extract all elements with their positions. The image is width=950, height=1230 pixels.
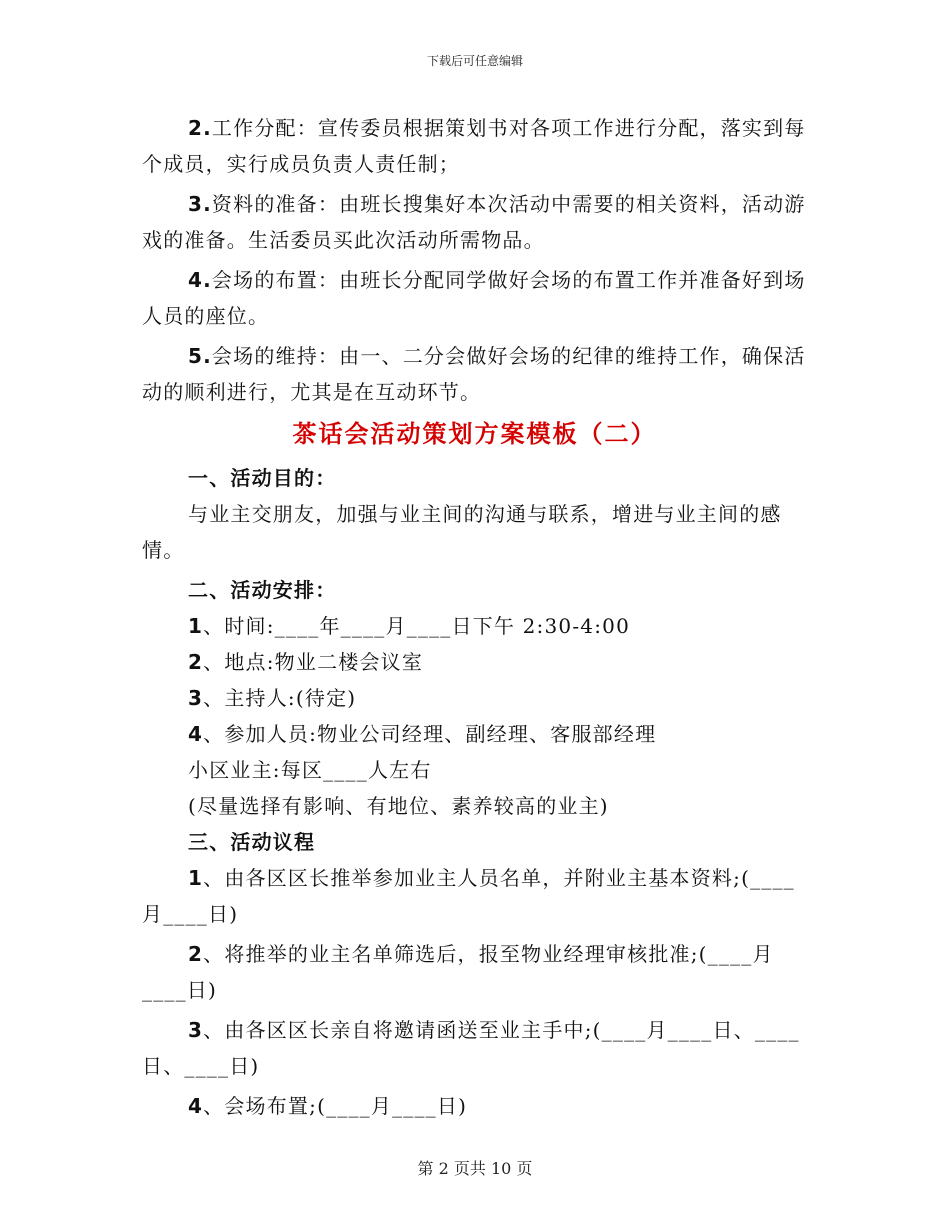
heading-activity-purpose: 一、活动目的： xyxy=(188,466,337,490)
item-number: 5. xyxy=(188,344,212,368)
paragraph-materials xyxy=(142,186,807,258)
item-text: 会场的布置：由班长分配同学做好会场的布置工作并准备好到场人员的座位。 xyxy=(142,268,806,328)
item-text: 、将推举的业主名单筛选后，报至物业经理审核批准;(____月____日) xyxy=(142,942,774,1002)
paragraph-purpose: 与业主交朋友，加强与业主间的沟通与联系，增进与业主间的感情。 xyxy=(142,502,782,562)
item-number: 4. xyxy=(188,268,212,292)
list-item xyxy=(142,716,807,752)
section-title: 茶话会活动策划方案模板（二） xyxy=(292,420,657,448)
document-body xyxy=(142,110,807,1124)
page-header: 下载后可任意编辑 xyxy=(426,54,523,68)
item-text: 会场的维持：由一、二分会做好会场的纪律的维持工作，确保活动的顺利进行，尤其是在互动环节。 xyxy=(142,344,806,404)
item-number: 3 xyxy=(188,686,204,710)
item-number: 4 xyxy=(188,722,204,746)
item-text: 、由各区区长推举参加业主人员名单，并附业主基本资料;(____月____日) xyxy=(142,866,795,926)
item-text: 、会场布置;(____月____日) xyxy=(203,1094,468,1118)
item-number: 1 xyxy=(188,866,204,890)
item-text: 工作分配：宣传委员根据策划书对各项工作进行分配，落实到每个成员，实行成员负责人责任制； xyxy=(142,116,806,176)
list-item xyxy=(142,608,807,644)
list-item xyxy=(142,680,807,716)
item-number: 2 xyxy=(188,650,204,674)
item-text: 、主持人:(待定) xyxy=(203,686,357,710)
list-item-residents: 小区业主:每区____人左右 xyxy=(188,758,432,782)
paragraph-venue-setup xyxy=(142,262,807,334)
heading-activity-arrangement: 二、活动安排： xyxy=(188,578,337,602)
list-item xyxy=(142,936,807,1008)
list-item xyxy=(142,860,807,932)
list-item xyxy=(142,1088,807,1124)
paragraph-work-assignment xyxy=(142,110,807,182)
item-text: 、由各区区长亲自将邀请函送至业主手中;(____月____日、____日、____日) xyxy=(142,1018,800,1078)
list-item xyxy=(142,644,807,680)
page-footer: 第 2 页共 10 页 xyxy=(417,1159,533,1178)
item-number: 1 xyxy=(188,614,204,638)
item-number: 3. xyxy=(188,192,212,216)
item-number: 2 xyxy=(188,942,204,966)
item-number: 4 xyxy=(188,1094,204,1118)
list-item-note: (尽量选择有影响、有地位、素养较高的业主) xyxy=(188,794,609,818)
item-number: 3 xyxy=(188,1018,204,1042)
list-item xyxy=(142,1012,807,1084)
item-text: 、时间:____年____月____日下午 2:30-4:00 xyxy=(203,614,631,638)
paragraph-venue-order xyxy=(142,338,807,410)
item-text: 、参加人员:物业公司经理、副经理、客服部经理 xyxy=(203,722,657,746)
item-text: 资料的准备：由班长搜集好本次活动中需要的相关资料，活动游戏的准备。生活委员买此次活动所需物品。 xyxy=(142,192,806,252)
item-number: 2. xyxy=(188,116,212,140)
heading-activity-agenda: 三、活动议程 xyxy=(188,830,316,854)
item-text: 、地点:物业二楼会议室 xyxy=(203,650,424,674)
